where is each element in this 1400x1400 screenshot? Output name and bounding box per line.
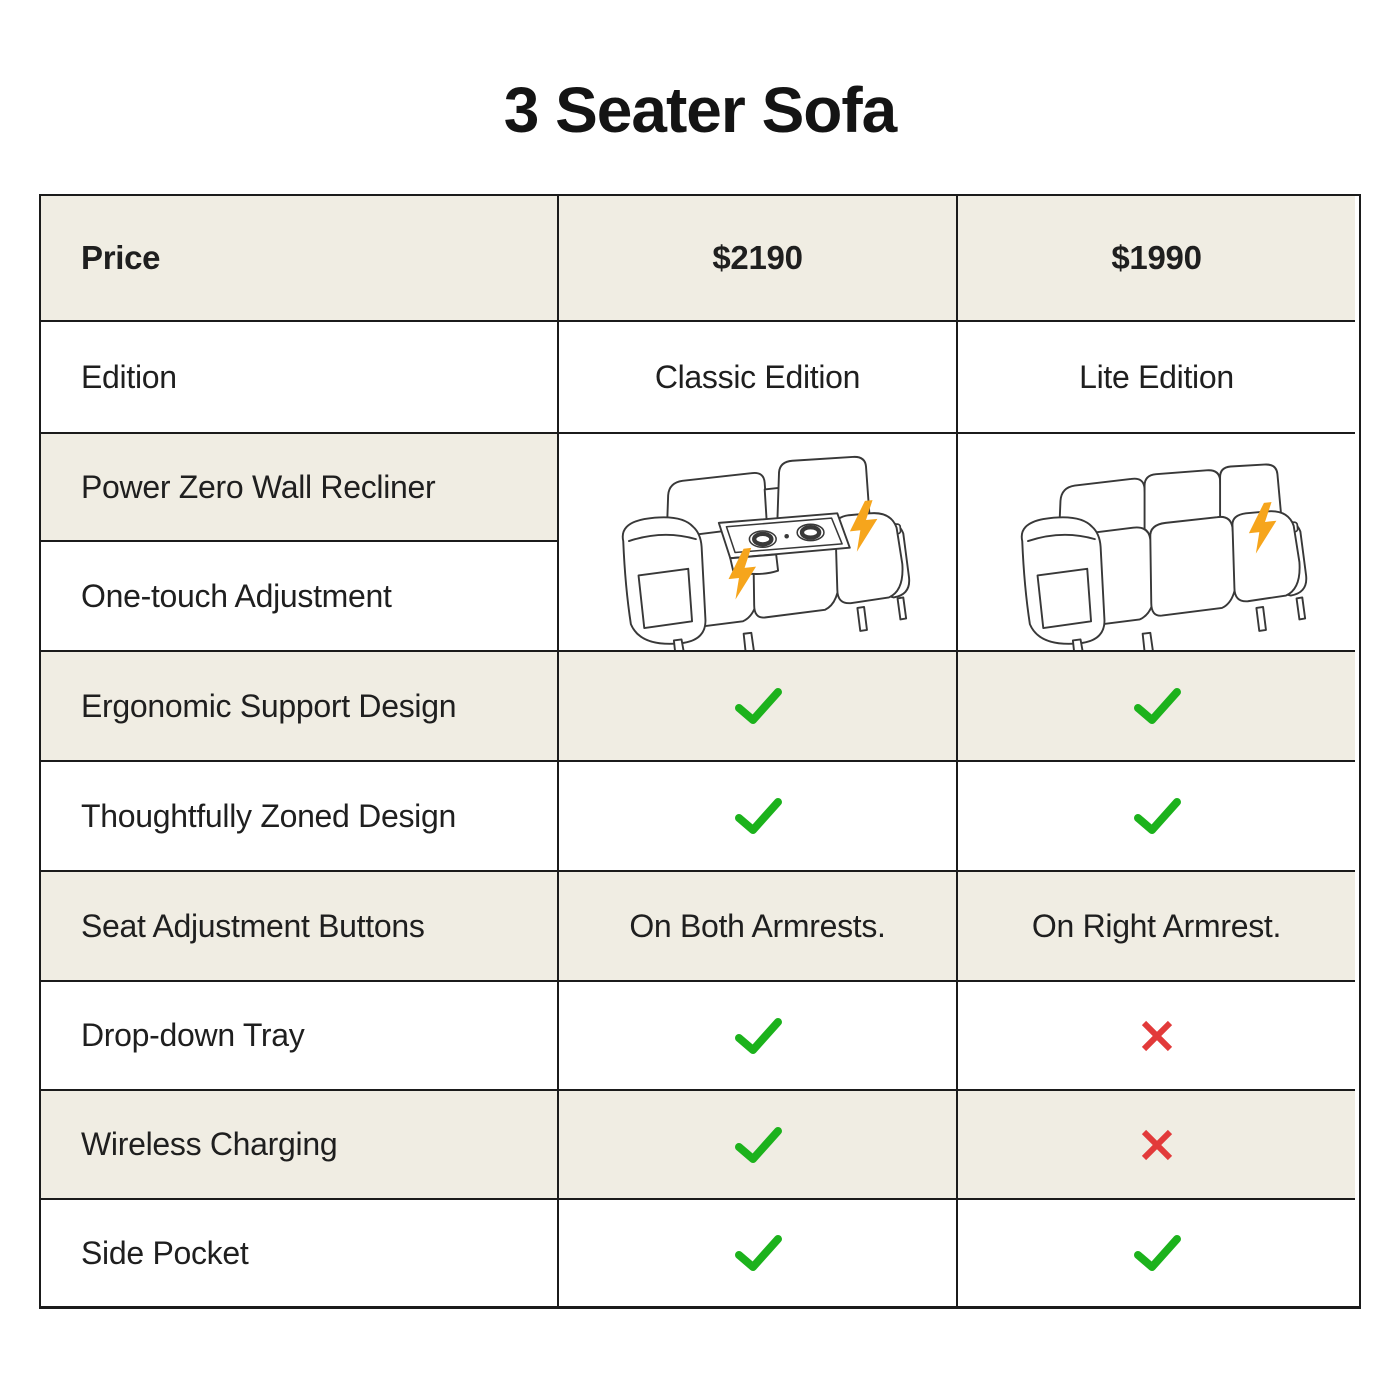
sofa-leg	[1256, 607, 1266, 631]
classic-sofa-cell	[557, 432, 956, 650]
row-label-one-touch-adjustment: One-touch Adjustment	[41, 540, 557, 650]
row-label-seat-adjustment-buttons: Seat Adjustment Buttons	[41, 870, 557, 980]
check-icon	[733, 685, 783, 727]
classic-side-pocket-value	[557, 1198, 956, 1306]
sofa-leg	[897, 597, 906, 619]
lite-zoned-design-value	[956, 760, 1355, 870]
check-icon	[733, 1232, 783, 1274]
page-title: 3 Seater Sofa	[503, 74, 897, 146]
check-icon	[1132, 1232, 1182, 1274]
comparison-table	[39, 194, 1361, 1309]
lite-price: $1990	[956, 196, 1355, 320]
lite-sofa-cell	[956, 432, 1355, 650]
check-icon	[733, 1124, 783, 1166]
sofa-leg	[857, 607, 867, 631]
row-label-thoughtfully-zoned-design: Thoughtfully Zoned Design	[41, 760, 557, 870]
row-label-drop-down-tray: Drop-down Tray	[41, 980, 557, 1089]
sofa-leg	[743, 633, 754, 650]
sofa-leg	[1296, 597, 1305, 619]
classic-wireless-charging-value	[557, 1089, 956, 1198]
sofa-seat-middle	[1150, 517, 1236, 616]
row-label-side-pocket: Side Pocket	[41, 1198, 557, 1306]
row-label-edition: Edition	[41, 320, 557, 432]
check-icon	[733, 795, 783, 837]
row-label-wireless-charging: Wireless Charging	[41, 1089, 557, 1198]
classic-ergonomic-support-value	[557, 650, 956, 760]
lite-wireless-charging-value	[956, 1089, 1355, 1198]
lite-ergonomic-support-value	[956, 650, 1355, 760]
cross-icon	[1137, 1125, 1177, 1165]
row-label-price: Price	[41, 196, 557, 320]
sofa-leg	[1142, 633, 1153, 650]
classic-edition-name: Classic Edition	[557, 320, 956, 432]
check-icon	[1132, 795, 1182, 837]
lite-drop-down-tray-value	[956, 980, 1355, 1089]
row-label-power-zero-wall-recliner: Power Zero Wall Recliner	[41, 432, 557, 540]
check-icon	[1132, 685, 1182, 727]
row-label-ergonomic-support-design: Ergonomic Support Design	[41, 650, 557, 760]
lite-edition-name: Lite Edition	[956, 320, 1355, 432]
cross-icon	[1137, 1016, 1177, 1056]
lite-sofa-illustration	[966, 434, 1348, 650]
classic-drop-down-tray-value	[557, 980, 956, 1089]
classic-price: $2190	[557, 196, 956, 320]
classic-zoned-design-value	[557, 760, 956, 870]
classic-sofa-illustration	[567, 434, 949, 650]
lite-side-pocket-value	[956, 1198, 1355, 1306]
check-icon	[733, 1015, 783, 1057]
classic-seat-adjustment-value: On Both Armrests.	[557, 870, 956, 980]
lite-seat-adjustment-value: On Right Armrest.	[956, 870, 1355, 980]
